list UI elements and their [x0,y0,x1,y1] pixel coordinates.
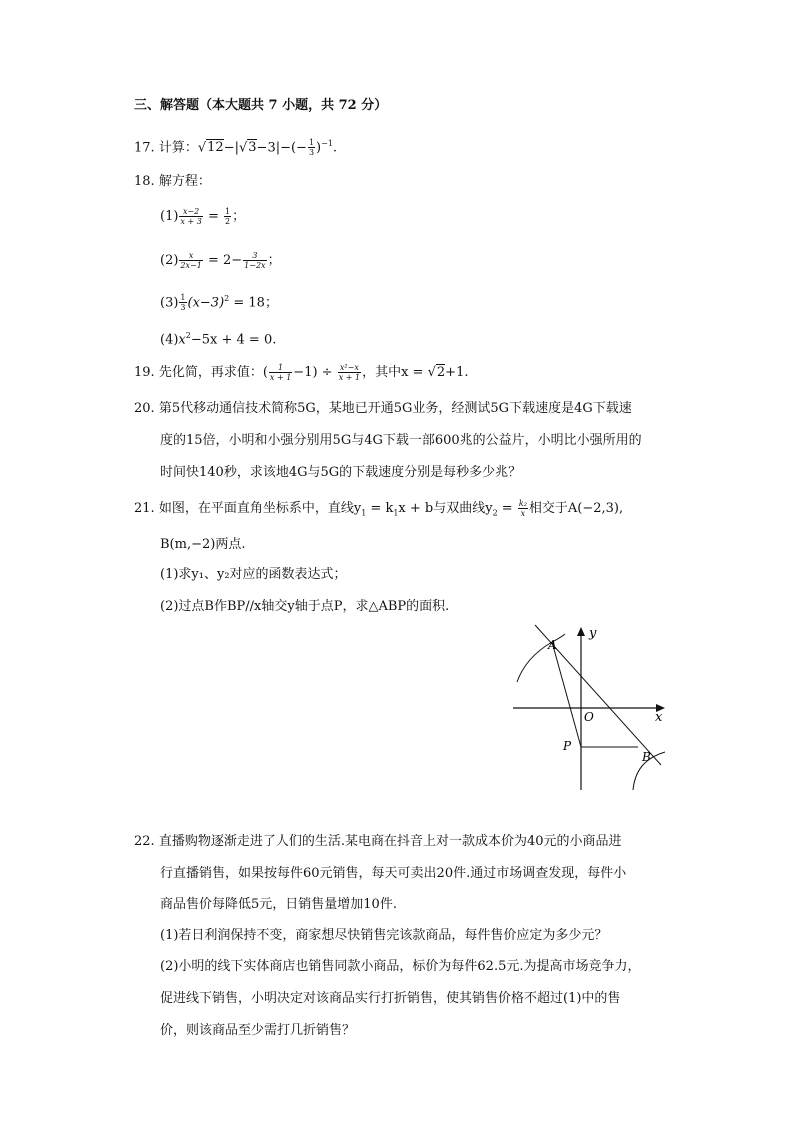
question-lead: 解方程： [158,174,211,189]
part-index: (1) [160,209,179,224]
fraction [243,251,266,270]
denominator: 2 [224,217,231,226]
question-lead: 先化简，再求值：( [158,365,268,380]
y-axis-arrow [577,627,585,636]
numerator: 1 [308,138,315,148]
question-number: 20. [134,401,155,416]
denominator: 1−2x [244,261,266,270]
question-number: 22. [134,834,155,849]
denominator: x + 1 [269,373,292,382]
radicand: 2 [436,365,446,380]
question-lead: 计算： [158,140,198,156]
expression-end: +1. [445,365,469,380]
part-index: (2) [160,253,179,268]
denominator: x [520,509,526,518]
exponent: 2 [224,294,230,303]
question-22-line-1 [134,833,622,851]
question-22-line-2: 行直播销售，如果按每件60元销售，每天可卖出20件.通过市场调查发现，每件小 [160,866,627,881]
question-20-line-2: 度的15倍，小明和小强分别用5G与4G下载一部600兆的公益片，小明比小强所用的 [160,433,642,448]
question-text: x + b与双曲线y [398,501,493,516]
fraction [179,207,202,226]
numerator: 1 [269,363,292,373]
question-number: 17. [134,140,155,156]
question-number: 21. [134,501,155,516]
label-x: x [655,710,663,725]
numerator: 1 [224,207,231,216]
operator: = [203,209,223,224]
operator: = 2− [203,253,243,268]
question-21-part-2: (2)过点B作BP//x轴交y轴于点P，求△ABP的面积. [160,599,450,614]
label-y: y [589,626,597,641]
expression: ，其中x = [362,365,428,380]
question-22-part-1: (1)若日利润保持不变，商家想尽快销售完该款商品，每件售价应定为多少元？ [160,928,608,943]
question-18 [134,173,211,191]
expression-end: ； [232,209,246,224]
expression: −3|−(− [256,140,307,156]
numerator: k₂ [518,499,527,508]
expression-end: ； [267,253,281,268]
question-text: 直播购物逐渐走进了人们的生活.某电商在抖音上对一款成本价为40元的小商品进 [158,834,622,849]
numerator: x [179,251,202,261]
fraction [518,499,528,518]
equation-4 [160,327,276,349]
numerator: x²−x [338,363,361,373]
denominator: 2x−1 [180,261,202,270]
subscript: 2 [492,508,498,518]
denominator: 3 [180,303,186,313]
expression: ) [316,140,322,156]
part-index: (3) [160,295,179,311]
sqrt-symbol: √ [197,140,207,156]
label-point-a: A [548,638,557,652]
expression-end: = 18； [229,295,278,311]
radicand: 12 [207,140,224,156]
part-index: (4) [160,332,179,348]
question-20-line-1 [134,400,632,418]
question-22-line-3: 商品售价每降低5元，日销售量增加10件. [160,897,397,912]
label-origin: O [584,710,594,724]
section-title: 三、解答题（本大题共 7 小题，共 72 分） [134,98,388,113]
question-21-line-1 [134,499,623,523]
exponent: −1 [321,139,333,148]
coordinate-graph [505,620,670,795]
question-text: 第5代移动通信技术简称5G，某地已开通5G业务，经测试5G下载速度是4G下载速 [158,401,632,416]
question-22-part-2-line-2: 促进线下销售，小明决定对该商品实行打折销售，使其销售价格不超过(1)中的售 [160,991,621,1006]
subscript: 1 [393,508,399,518]
fraction [269,363,292,382]
fraction [224,207,231,226]
sqrt-symbol: √ [427,365,436,380]
question-22-part-2-line-1: (2)小明的线下实体商店也销售同款小商品，标价为每件62.5元.为提高市场竞争力， [160,959,641,974]
expression: −1) ÷ [293,365,337,380]
segment-ap [552,642,581,747]
fraction [179,293,186,312]
numerator: x−2 [179,207,202,217]
question-21-part-1: (1)求y₁、y₂对应的函数表达式； [160,567,347,582]
operator: = [497,501,517,516]
expression-end: −5x + 4 = 0. [190,332,277,348]
label-point-b: B [642,750,651,764]
radicand: 3 [248,140,257,156]
exponent: 2 [185,331,191,340]
denominator: x + 1 [338,373,361,382]
question-17: 17. 计算：√12−|√3−3|−(− $\frac{1}{3}$ )$^{-1}$. [134,138,338,158]
variable: x [178,332,186,348]
fraction [179,251,202,270]
question-text: 相交于A(−2,3), [528,501,624,516]
question-22-part-2-line-3: 价，则该商品至少需打几折销售？ [160,1023,356,1038]
equation-2 [160,251,281,270]
question-19 [134,363,468,382]
question-text: = k [366,501,394,516]
subscript: 1 [361,508,367,518]
question-text: 如图，在平面直角坐标系中，直线y [158,501,362,516]
equation-1 [160,207,245,226]
question-number: 18. [134,174,155,189]
denominator: x + 3 [180,217,202,226]
fraction [308,138,315,157]
denominator: 3 [308,148,315,158]
numerator: 1 [180,293,186,303]
equation-3 [160,290,278,312]
numerator: 3 [243,251,266,261]
expression-end: . [332,140,338,156]
sqrt-symbol: √ [238,140,248,156]
question-20-line-3: 时间快140秒，求该地4G与5G的下载速度分别是每秒多少兆？ [160,465,522,480]
label-point-p: P [563,739,572,753]
fraction [338,363,361,382]
hyperbola-upper-branch [517,634,565,682]
expression: (x−3) [187,295,225,311]
question-number: 19. [134,365,155,380]
question-21-line-2: B(m,−2)两点. [160,537,246,552]
